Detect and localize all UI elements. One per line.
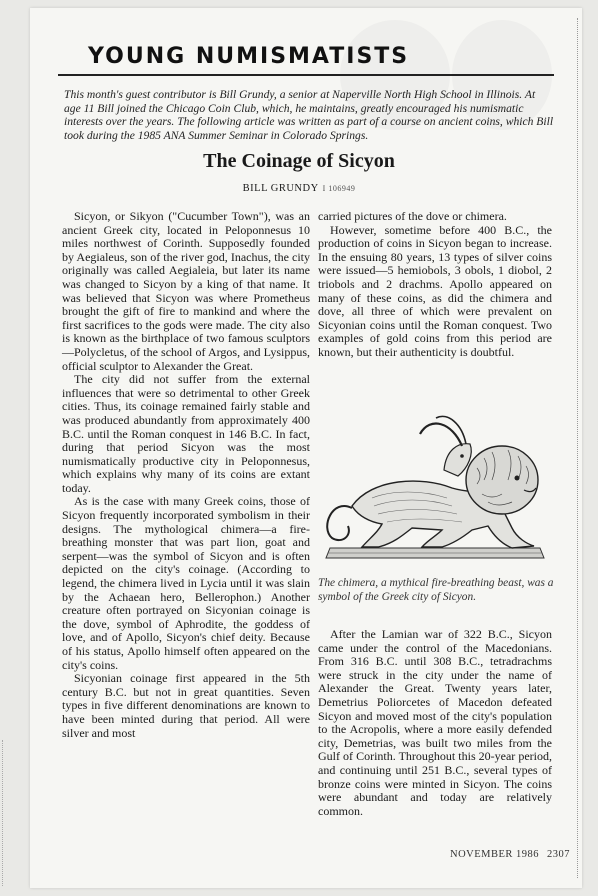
paragraph: However, sometime before 400 B.C., the production of coins in Sicyon began to increase. In the ensuing 80 years, 13 types of silver coins were issued—5 hemiobols, 3 obols, 1 diobol, 2 triobols and 2 drachms. Apollo appeared on many of these coins, as did the chimera and dove, all three of which were prevalent on Sicyonian coins until the Roman conquest. Two examples of gold coins from this period are known, but their authenticity is doubtful. — [318, 222, 552, 359]
paragraph: Sicyon, or Sikyon ("Cucumber Town"), was an ancient Greek city, located in Peloponnesus 10 miles northwest of Corinth. Supposedly founded by Aegialeus, son of the river god, Inachus, the city originally was called Aegialeia, but later its name was changed to Sicyon by a king of that name. It was believed that Sicyon was where Prometheus brought the gift of fire to mankind and where the first sacrifices to the gods were made. The city also is known as the birthplace of two famous sculptors—Polycletus, of the school of Argos, and Lysippus, official sculptor to Alexander the Great. — [62, 209, 310, 373]
page-edge-dots — [576, 18, 578, 878]
right-column-top — [318, 210, 552, 360]
chimera-illustration — [312, 398, 552, 572]
page-footer — [450, 849, 570, 860]
article-title: The Coinage of Sicyon — [203, 150, 395, 172]
chimera-icon — [312, 398, 552, 572]
paragraph: After the Lamian war of 322 B.C., Sicyon came under the control of the Macedonians. From 316 B.C. until 308 B.C., tetradrachms were struck in the city under the name of Alexander the Great. Twenty years later, Demetrius Poliorcetes of Macedon defeated Sicyon and moved most of the city's population to the Acropolis, where a more easily defended city, Demetrias, was built two miles from the Gulf of Corinth. Throughout this 20-year period, and continuing until 251 B.C., several types of bronze coins were minted in Sicyon. The coins were abundant and today are relatively common. — [318, 627, 552, 818]
section-header — [58, 40, 554, 76]
member-number: I 106949 — [322, 184, 356, 193]
right-column-bottom — [318, 628, 552, 818]
left-column — [62, 210, 310, 740]
section-title: YOUNG NUMISMATISTS — [88, 44, 410, 69]
paragraph: As is the case with many Greek coins, those of Sicyon frequently incorporated symbolism in their designs. The mythological chimera—a fire-breathing monster that was part lion, goat and serpent—was the symbol of Sicyon and is often depicted on the city's coinage. (According to legend, the chimera lived in Lycia until it was slain by the Achaean hero, Bellerophon.) Another creature often portrayed on Sicyonian coinage is the dove, symbol of Aphrodite, the goddess of love, and of Apollo, Sicyon's chief deity. Because of his status, Apollo himself often appeared on the city's coins. — [62, 494, 310, 672]
paragraph: Sicyonian coinage first appeared in the 5th century B.C. but not in great quantities. Seven types in five different denominations are known to have been minted during that period. All were silver and most — [62, 671, 310, 740]
figure-caption: The chimera, a mythical fire-breathing beast, was a symbol of the Greek city of Sicyon. — [318, 577, 554, 603]
paragraph: carried pictures of the dove or chimera. — [318, 209, 507, 223]
byline — [0, 183, 598, 194]
author-name: BILL GRUNDY — [242, 183, 319, 194]
scan-edge-dots — [2, 740, 4, 886]
paragraph: The city did not suffer from the external influences that were so detrimental to other Greek cities. Thus, its coinage remained fairly stable and was produced abundantly from approximately 400 B.C. until the Roman conquest in 146 B.C. In fact, during that period Sicyon was the most numismatically productive city in Peloponnesus, which explains why many of its coins are extant today. — [62, 372, 310, 495]
issue-date: NOVEMBER 1986 — [450, 849, 540, 860]
intro-paragraph: This month's guest contributor is Bill Grundy, a senior at Naperville North High School in Illinois. At age 11 Bill joined the Chicago Coin Club, which, he maintains, greatly encouraged his numismatic interests over the years. The following article was written as part of a course on ancient coins, which Bill took during the 1985 ANA Summer Seminar in Colorado Springs. — [64, 88, 554, 142]
page-number: 2307 — [547, 849, 571, 860]
